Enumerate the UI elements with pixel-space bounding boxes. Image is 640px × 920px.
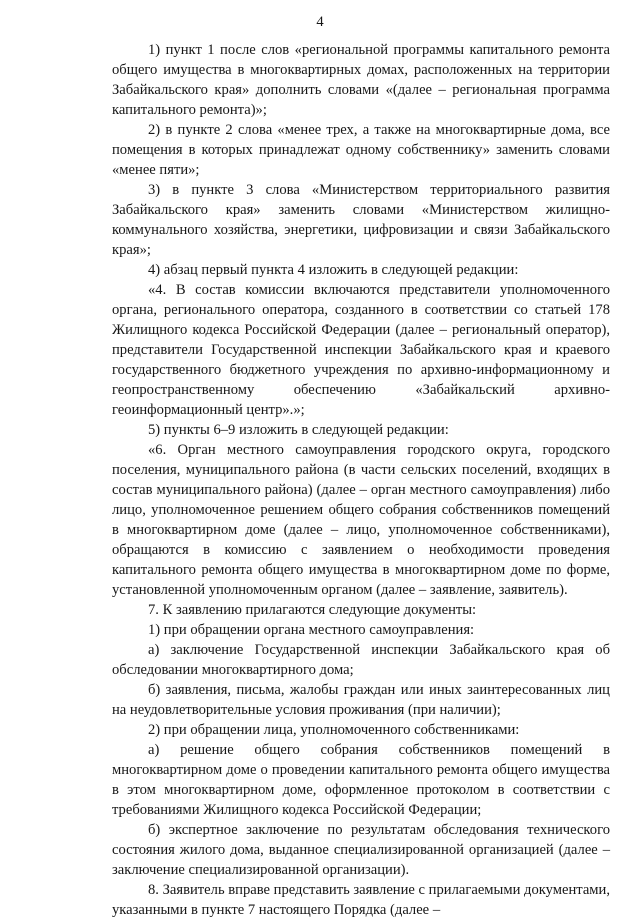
paragraph-6: 5) пункты 6–9 изложить в следующей редакции: [148, 422, 449, 438]
page-number: 4 [316, 14, 324, 30]
paragraph-9: 1) при обращении органа местного самоуправления: [148, 622, 475, 638]
paragraph-15: 8. Заявитель вправе представить заявление с прилагаемыми документами, указанными в пункте 7 настоящего Порядка (далее – [112, 882, 610, 918]
paragraph-1: 1) пункт 1 после слов «региональной программы капитального ремонта общего имущества в многоквартирных домах, расположенных на территории Забайкальского края» дополнить словами «(далее – региональная программа капитального ремонта)»; [112, 42, 610, 118]
paragraph-2: 2) в пункте 2 слова «менее трех, а также на многоквартирные дома, все помещения в которых принадлежат одному собственнику» заменить словами «менее пяти»; [112, 122, 610, 178]
paragraph-7: «6. Орган местного самоуправления городского округа, городского поселения, муниципального района (в части сельских поселений, входящих в состав муниципального района) (далее – орган местного самоуправления) либо лицо, уполномоченное решением общего собрания собственников помещений в многоквартирном доме (далее – лицо, уполномоченное собственниками), обращаются в комиссию с заявлением о необходимости проведения капитального ремонта общего имущества в многоквартирном доме по форме, установленной уполномоченным органом (далее – заявление, заявитель). [112, 442, 610, 598]
paragraph-5: «4. В состав комиссии включаются представители уполномоченного органа, регионального оператора, созданного в соответствии со статьей 178 Жилищного кодекса Российской Федерации (далее – региональный оператор), представители Государственной инспекции Забайкальского края и краевого государственного бюджетного учреждения по архивно-информационному и геопространственному обеспечению «Забайкальский архивно-геоинформационный центр».»; [112, 282, 610, 418]
paragraph-8: 7. К заявлению прилагаются следующие документы: [148, 602, 477, 618]
paragraph-10: а) заключение Государственной инспекции Забайкальского края об обследовании многоквартирного дома; [112, 642, 610, 678]
paragraph-13: а) решение общего собрания собственников помещений в многоквартирном доме о проведении капитального ремонта общего имущества в этом многоквартирном доме, оформленное протоколом в соответствии с требованиями Жилищного кодекса Российской Федерации; [112, 742, 610, 818]
document-body [112, 40, 610, 920]
paragraph-3: 3) в пункте 3 слова «Министерством территориального развития Забайкальского края» заменить словами «Министерством жилищно-коммунального хозяйства, энергетики, цифровизации и связи Забайкальского края»; [112, 182, 610, 258]
paragraph-14: б) экспертное заключение по результатам обследования технического состояния жилого дома, выданное специализированной организацией (далее – заключение специализированной организации). [112, 822, 610, 878]
paragraph-4: 4) абзац первый пункта 4 изложить в следующей редакции: [148, 262, 519, 278]
paragraph-12: 2) при обращении лица, уполномоченного собственниками: [148, 722, 520, 738]
paragraph-11: б) заявления, письма, жалобы граждан или иных заинтересованных лиц на неудовлетворительные условия проживания (при наличии); [112, 682, 610, 718]
